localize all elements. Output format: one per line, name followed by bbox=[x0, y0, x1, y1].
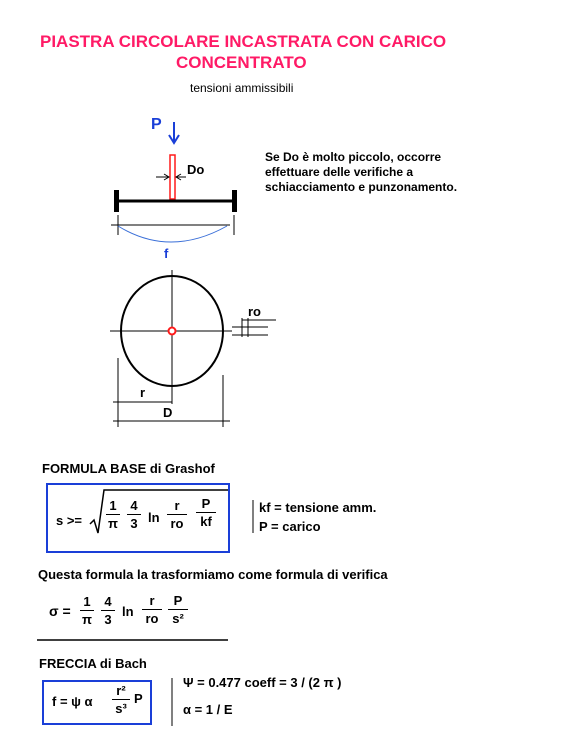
verifica-frac-3: $\frac{r}{ro}$ bbox=[142, 593, 162, 626]
page-title-line2: CONCENTRATO bbox=[176, 53, 307, 72]
bach-psi-value: Ψ = 0.477 coeff = 3 / (2 π ) bbox=[183, 675, 342, 690]
verifica-frac-1: $\frac{1}{\pi}$ bbox=[80, 594, 94, 627]
grashof-heading: FORMULA BASE di Grashof bbox=[42, 461, 215, 476]
grashof-frac-4: $\frac{P}{kf}$ bbox=[196, 496, 216, 529]
page-subtitle: tensioni ammissibili bbox=[190, 81, 294, 95]
grashof-ln: ln bbox=[148, 510, 160, 525]
grashof-frac-2: $\frac{4}{3}$ bbox=[127, 498, 141, 531]
grashof-frac-3: $\frac{r}{ro}$ bbox=[167, 498, 187, 531]
load-rod bbox=[170, 155, 175, 199]
bach-frac: $\frac{\text{r²}}{\text{s³}}$ bbox=[112, 683, 130, 716]
verifica-frac-2: $\frac{4}{3}$ bbox=[101, 594, 115, 627]
grashof-frac-1: $\frac{1}{\pi}$ bbox=[106, 498, 120, 531]
verifica-heading: Questa formula la trasformiamo come formula di verifica bbox=[38, 567, 388, 582]
legend-p: P = carico bbox=[259, 519, 321, 534]
verifica-frac-4: $\frac{P}{\text{s²}}$ bbox=[168, 593, 188, 626]
d-label: D bbox=[163, 405, 173, 420]
bach-alpha-value: α = 1 / E bbox=[183, 702, 233, 717]
clamp-left bbox=[114, 190, 119, 212]
clamp-right bbox=[232, 190, 237, 212]
bach-lhs: f = ψ α bbox=[52, 694, 93, 709]
ro-label: ro bbox=[248, 304, 261, 319]
r-label: r bbox=[140, 385, 146, 400]
deflection-label: f bbox=[164, 246, 169, 261]
bach-tail: P bbox=[134, 691, 143, 706]
verifica-ln: ln bbox=[122, 604, 134, 619]
load-point bbox=[169, 328, 176, 335]
note-text: Se Do è molto piccolo, occorre effettuare delle verifiche a schiacciamento e punzonamento. bbox=[265, 150, 458, 194]
page-title: PIASTRA CIRCOLARE INCASTRATA CON CARICO bbox=[40, 32, 447, 51]
deflection-curve bbox=[118, 226, 227, 242]
verifica-lhs: σ = bbox=[49, 603, 71, 619]
do-label: Do bbox=[187, 162, 205, 177]
bach-heading: FRECCIA di Bach bbox=[39, 656, 147, 671]
legend-kf: kf = tensione amm. bbox=[259, 500, 377, 515]
grashof-lhs: s >= bbox=[56, 513, 83, 528]
load-label: P bbox=[151, 116, 162, 133]
